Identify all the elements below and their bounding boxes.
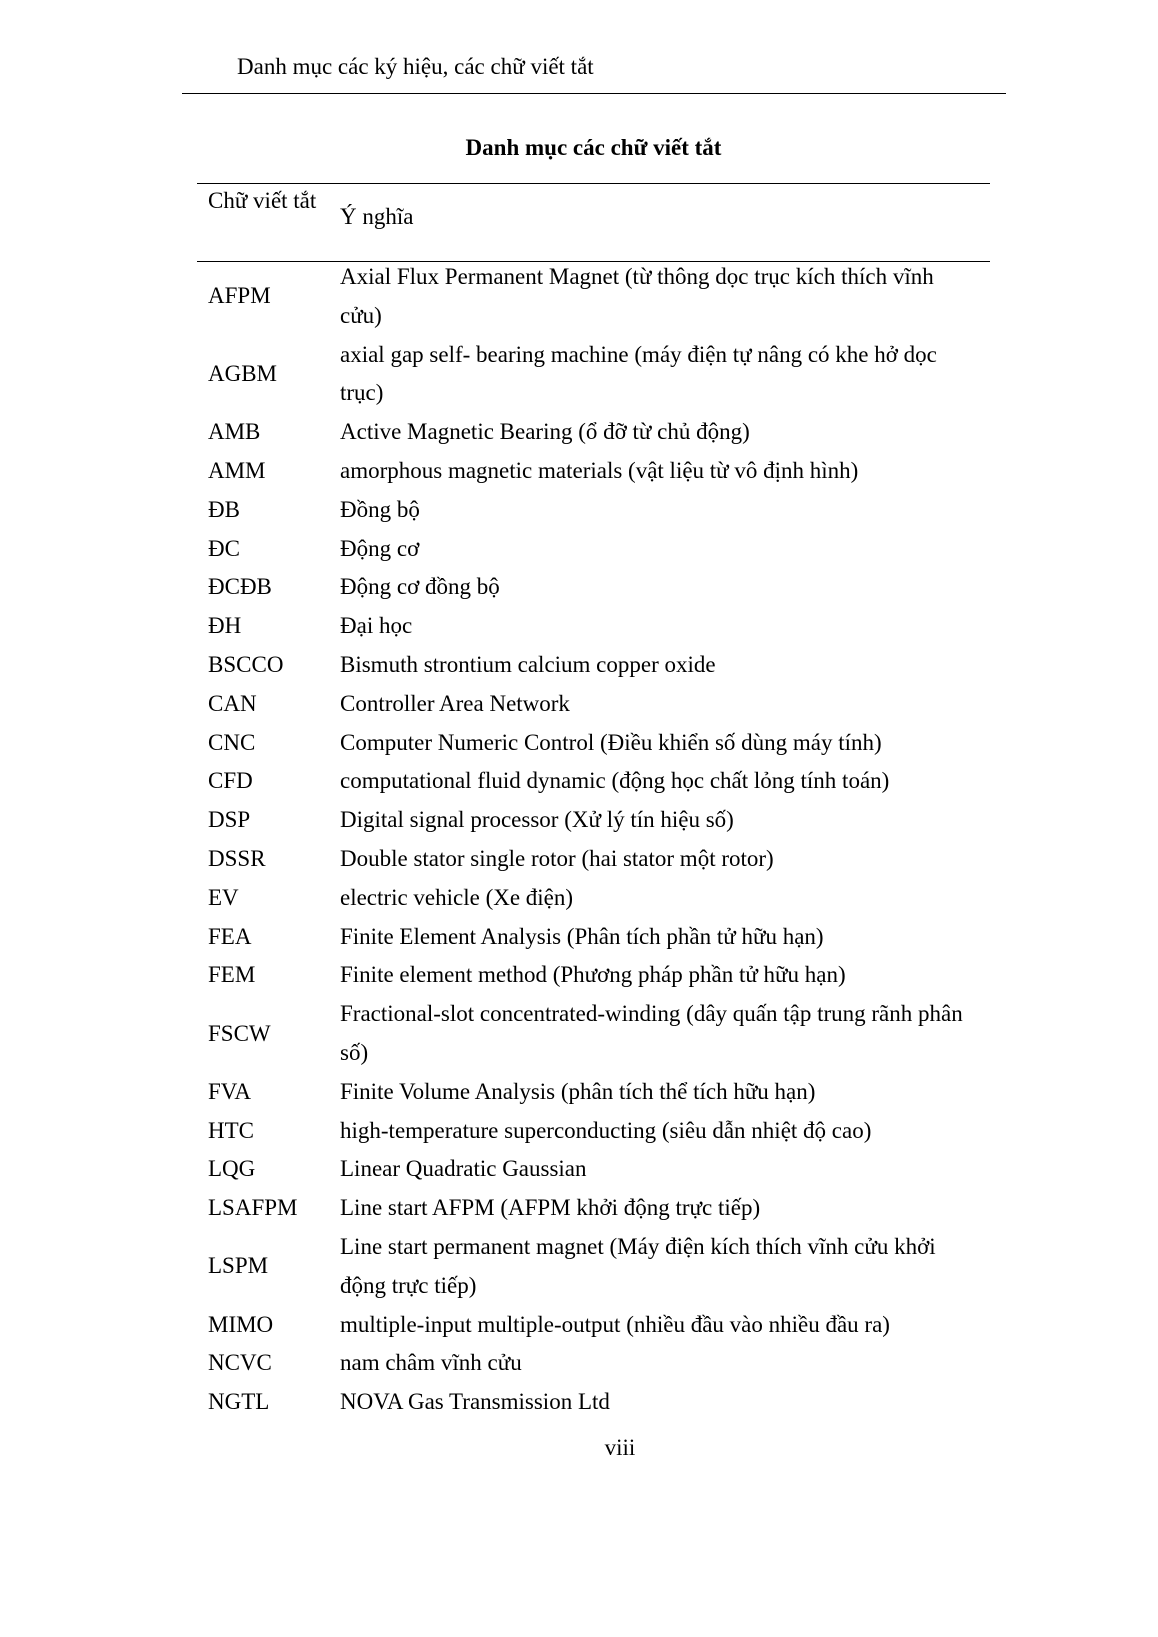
meaning-cell: Controller Area Network [340,690,570,716]
meaning-cell: Line start AFPM (AFPM khởi động trực tiếp) [340,1195,761,1221]
table-row [197,724,990,763]
abbreviation-cell: DSP [208,807,251,833]
meaning-cell: Finite Volume Analysis (phân tích thể tích hữu hạn) [340,1078,816,1104]
meaning-cell: Finite Element Analysis (Phân tích phần tử hữu hạn) [340,923,824,949]
column-header-meaning: Ý nghĩa [340,204,414,229]
meaning-cell: Digital signal processor (Xử lý tín hiệu số) [340,807,734,833]
table-row [197,801,990,840]
table-row [197,762,990,801]
meaning-cell: Bismuth strontium calcium copper oxide [340,651,716,677]
table-row [197,956,990,995]
table-row [197,1189,990,1228]
abbreviation-cell: AGBM [208,360,278,386]
abbreviation-cell: FEM [208,962,256,988]
table-row [197,840,990,879]
header-rule [182,93,1006,94]
abbreviation-cell: DSSR [208,845,266,871]
table-row [197,879,990,918]
running-header: Danh mục các ký hiệu, các chữ viết tắt [237,54,594,79]
abbreviation-cell: FVA [208,1078,252,1104]
abbreviation-cell: LSAFPM [208,1195,298,1221]
table-row [197,1073,990,1112]
table-row [197,918,990,957]
table-row [197,995,990,1073]
abbreviation-cell: AMM [208,457,266,483]
meaning-cell: Computer Numeric Control (Điều khiển số dùng máy tính) [340,729,882,755]
table-row [197,1228,990,1306]
table-row [197,607,990,646]
abbreviation-cell: CNC [208,729,256,755]
abbreviation-table-body [197,258,990,1422]
page-number: viii [604,1435,636,1460]
meaning-cell: Linear Quadratic Gaussian [340,1156,587,1182]
table-row [197,452,990,491]
meaning-cell: NOVA Gas Transmission Ltd [340,1389,610,1415]
meaning-cell: Double stator single rotor (hai stator một rotor) [340,845,774,871]
meaning-cell: computational fluid dynamic (động học chất lỏng tính toán) [340,768,890,794]
meaning-cell: Đồng bộ [340,496,420,522]
table-row [197,568,990,607]
table-row [197,336,990,414]
table-row [197,1383,990,1422]
table-row [197,258,990,336]
abbreviation-cell: AMB [208,419,261,445]
meaning-cell: multiple-input multiple-output (nhiều đầu vào nhiều đầu ra) [340,1311,890,1337]
meaning-cell: Động cơ [340,535,420,561]
meaning-cell: Động cơ đồng bộ [340,574,500,600]
column-header-abbreviation: Chữ viết tắt [208,188,317,213]
table-title: Danh mục các chữ viết tắt [465,135,722,160]
meaning-cell: Line start permanent magnet (Máy điện kích thích vĩnh cửu khởi động trực tiếp) [340,1233,936,1298]
table-row [197,530,990,569]
table-row [197,413,990,452]
table-row [197,1150,990,1189]
abbreviation-cell: FSCW [208,1020,271,1046]
abbreviation-cell: HTC [208,1117,254,1143]
abbreviation-cell: NCVC [208,1350,272,1376]
table-row [197,685,990,724]
abbreviation-cell: ĐC [208,535,240,561]
meaning-cell: high-temperature superconducting (siêu dẫn nhiệt độ cao) [340,1117,872,1143]
meaning-cell: Active Magnetic Bearing (ổ đỡ từ chủ động) [340,419,750,445]
table-row [197,646,990,685]
abbreviation-cell: LQG [208,1156,256,1182]
meaning-cell: amorphous magnetic materials (vật liệu từ vô định hình) [340,457,859,483]
abbreviation-cell: MIMO [208,1311,274,1337]
abbreviation-cell: AFPM [208,283,271,309]
abbreviation-cell: CAN [208,690,257,716]
abbreviation-cell: LSPM [208,1253,269,1279]
table-row [197,491,990,530]
abbreviation-cell: ĐB [208,496,240,522]
abbreviation-cell: CFD [208,768,253,794]
meaning-cell: Fractional-slot concentrated-winding (dây quấn tập trung rãnh phân số) [340,1001,963,1065]
meaning-cell: axial gap self- bearing machine (máy điện tự nâng có khe hở dọc trục) [340,341,937,406]
abbreviation-cell: NGTL [208,1389,270,1415]
table-row [197,1344,990,1383]
table-row [197,1306,990,1345]
meaning-cell: Finite element method (Phương pháp phần tử hữu hạn) [340,962,846,988]
abbreviation-cell: ĐH [208,613,242,639]
abbreviation-cell: FEA [208,923,252,949]
meaning-cell: Axial Flux Permanent Magnet (từ thông dọc trục kích thích vĩnh cửu) [340,264,934,328]
meaning-cell: Đại học [340,613,413,639]
meaning-cell: nam châm vĩnh cửu [340,1350,522,1376]
abbreviation-cell: EV [208,884,239,910]
abbreviation-cell: BSCCO [208,651,284,677]
abbreviation-cell: ĐCĐB [208,574,272,600]
meaning-cell: electric vehicle (Xe điện) [340,884,574,910]
table-row [197,1112,990,1151]
